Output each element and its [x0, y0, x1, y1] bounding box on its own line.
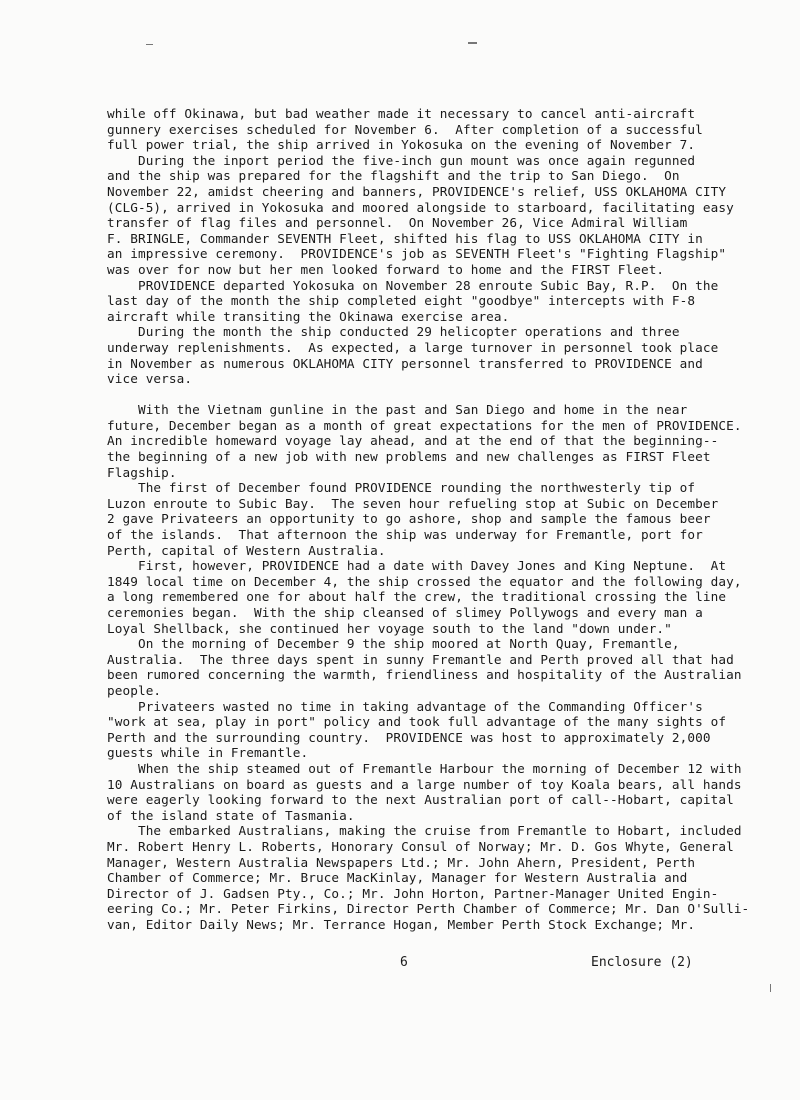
text-line: ceremonies began. With the ship cleansed of slimey Pollywogs and every man a	[107, 605, 703, 620]
scan-mark	[146, 44, 153, 45]
text-line: First, however, PROVIDENCE had a date with Davey Jones and King Neptune. At	[107, 558, 727, 574]
text-line: Perth, capital of Western Australia.	[107, 542, 386, 558]
text-line: future, December began as a month of great expectations for the men of PROVIDENCE.	[107, 417, 742, 433]
text-line: Director of J. Gadsen Pty., Co.; Mr. John Horton, Partner-Manager United Engin-	[107, 885, 719, 901]
text-line: Luzon enroute to Subic Bay. The seven hour refueling stop at Subic on December	[107, 495, 719, 511]
text-line: underway replenishments. As expected, a large turnover in personnel took place	[107, 339, 719, 355]
text-line: During the month the ship conducted 29 helicopter operations and three	[107, 324, 680, 340]
text-line: van, Editor Daily News; Mr. Terrance Hogan, Member Perth Stock Exchange; Mr.	[107, 916, 696, 932]
text-line: a long remembered one for about half the crew, the traditional crossing the line	[107, 589, 727, 605]
text-line: F. BRINGLE, Commander SEVENTH Fleet, shifted his flag to USS OKLAHOMA CITY in	[107, 230, 703, 246]
text-line: been rumored concerning the warmth, friendliness and hospitality of the Australian	[107, 667, 742, 683]
text-line: were eagerly looking forward to the next Australian port of call--Hobart, capital	[107, 792, 734, 808]
page-number: 6	[400, 955, 408, 970]
text-line: Mr. Robert Henry L. Roberts, Honorary Consul of Norway; Mr. D. Gos Whyte, General	[107, 838, 734, 854]
text-line: aircraft while transiting the Okinawa exercise area.	[107, 308, 510, 324]
paragraph-gap	[107, 387, 767, 403]
text-line: gunnery exercises scheduled for November 6. After completion of a successful	[107, 121, 703, 137]
text-line: When the ship steamed out of Fremantle Harbour the morning of December 12 with	[107, 760, 742, 776]
text-line: PROVIDENCE departed Yokosuka on November 28 enroute Subic Bay, R.P. On the	[107, 277, 719, 293]
text-line: "work at sea, play in port" policy and took full advantage of the many sights of	[107, 714, 727, 730]
text-line: last day of the month the ship completed eight "goodbye" intercepts with F-8	[107, 293, 696, 309]
text-line: Flagship.	[107, 464, 177, 480]
text-line: of the islands. That afternoon the ship was underway for Fremantle, port for	[107, 527, 703, 543]
text-line: Privateers wasted no time in taking advantage of the Commanding Officer's	[107, 698, 703, 714]
text-line: eering Co.; Mr. Peter Firkins, Director Perth Chamber of Commerce; Mr. Dan O'Sulli-	[107, 901, 750, 917]
text-line: full power trial, the ship arrived in Yokosuka on the evening of November 7.	[107, 137, 696, 153]
text-line: 1849 local time on December 4, the ship crossed the equator and the following day,	[107, 573, 742, 589]
text-line: (CLG-5), arrived in Yokosuka and moored alongside to starboard, facilitating easy	[107, 199, 734, 215]
text-line: 2 gave Privateers an opportunity to go ashore, shop and sample the famous beer	[107, 511, 711, 527]
text-line: and the ship was prepared for the flagshift and the trip to San Diego. On	[107, 168, 680, 184]
text-line: 10 Australians on board as guests and a large number of toy Koala bears, all hands	[107, 776, 742, 792]
text-line: Chamber of Commerce; Mr. Bruce MacKinlay, Manager for Western Australia and	[107, 870, 688, 886]
text-line: An incredible homeward voyage lay ahead, and at the end of that the beginning--	[107, 433, 719, 449]
text-line: the beginning of a new job with new problems and new challenges as FIRST Fleet	[107, 449, 711, 465]
text-line: With the Vietnam gunline in the past and San Diego and home in the near	[107, 402, 688, 418]
text-line: Manager, Western Australia Newspapers Ltd.; Mr. John Ahern, President, Perth	[107, 854, 696, 870]
text-line: The first of December found PROVIDENCE rounding the northwesterly tip of	[107, 480, 696, 496]
text-line: Perth and the surrounding country. PROVIDENCE was host to approximately 2,000	[107, 729, 711, 745]
text-line: people.	[107, 682, 162, 698]
text-line: During the inport period the five-inch gun mount was once again regunned	[107, 152, 696, 168]
scan-mark	[468, 42, 477, 44]
text-line: in November as numerous OKLAHOMA CITY personnel transferred to PROVIDENCE and	[107, 355, 703, 371]
text-line: transfer of flag files and personnel. On November 26, Vice Admiral William	[107, 215, 688, 231]
scan-mark	[770, 984, 771, 992]
enclosure-label: Enclosure (2)	[591, 955, 693, 970]
text-line: Loyal Shellback, she continued her voyage south to the land "down under."	[107, 620, 672, 636]
text-line: On the morning of December 9 the ship moored at North Quay, Fremantle,	[107, 636, 680, 652]
text-line: Australia. The three days spent in sunny Fremantle and Perth proved all that had	[107, 651, 734, 667]
text-line: an impressive ceremony. PROVIDENCE's job as SEVENTH Fleet's "Fighting Flagship"	[107, 246, 727, 262]
text-line: of the island state of Tasmania.	[107, 807, 355, 823]
text-line: while off Okinawa, but bad weather made it necessary to cancel anti-aircraft	[107, 106, 696, 121]
document-body	[107, 106, 767, 932]
text-line: The embarked Australians, making the cruise from Fremantle to Hobart, included	[107, 823, 742, 839]
text-line: guests while in Fremantle.	[107, 745, 309, 761]
text-line: November 22, amidst cheering and banners, PROVIDENCE's relief, USS OKLAHOMA CITY	[107, 183, 727, 199]
text-line: was over for now but her men looked forward to home and the FIRST Fleet.	[107, 261, 665, 277]
text-line: vice versa.	[107, 371, 193, 387]
